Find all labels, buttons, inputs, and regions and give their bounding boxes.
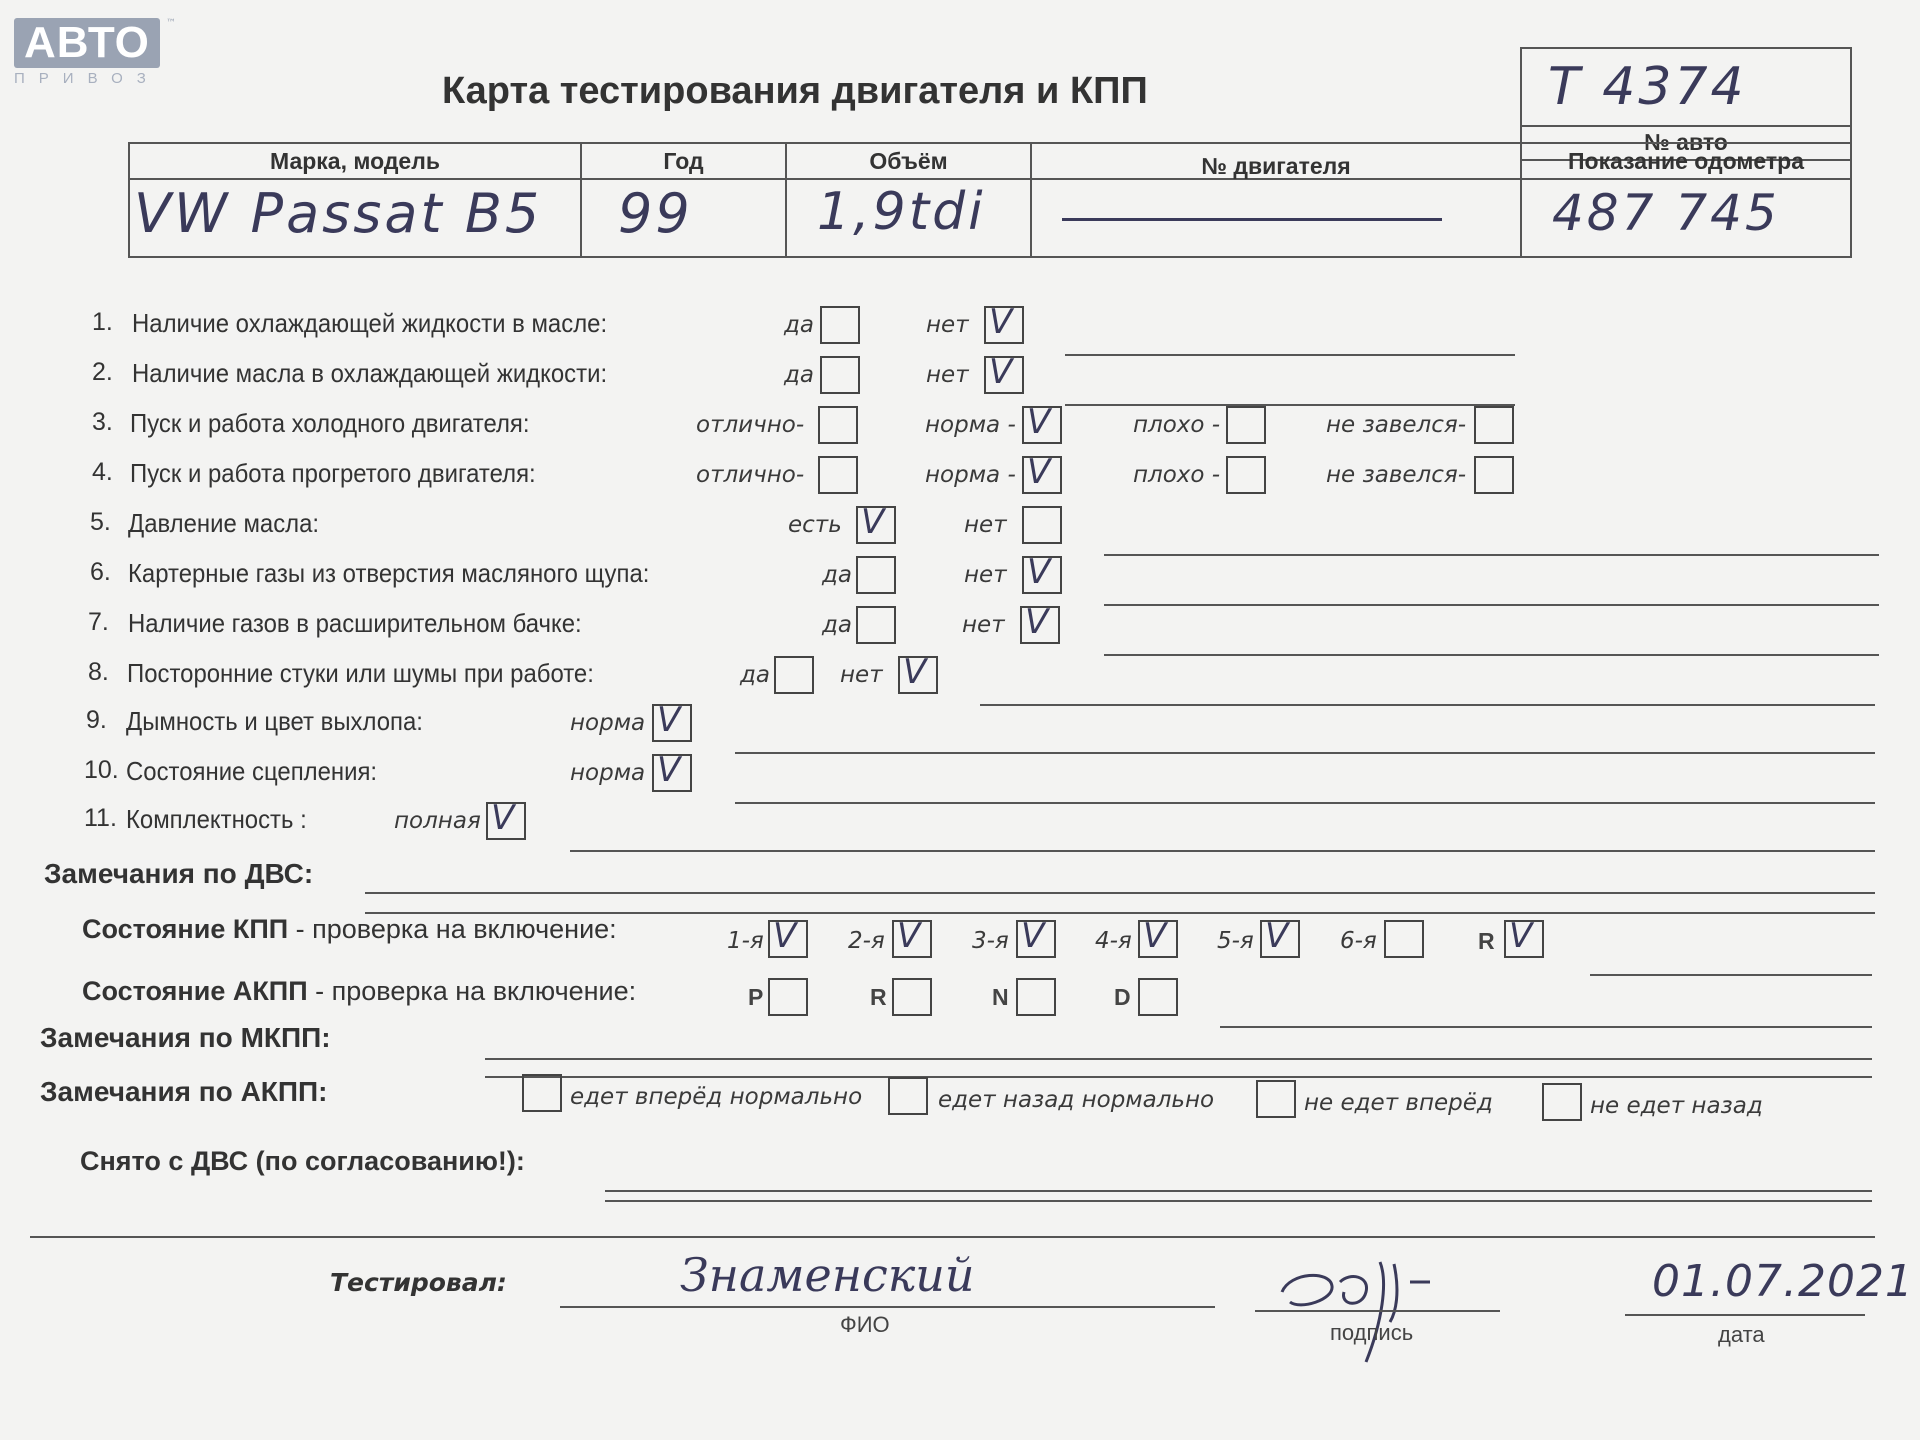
brand-label: Марка, модель [270, 148, 440, 174]
question-4-text: Пуск и работа прогретого двигателя: [130, 458, 536, 488]
question-8-option-2-checkbox-check-mark: V [903, 652, 927, 692]
question-1-answer-line-1 [1065, 354, 1515, 356]
question-5-text: Давление масла: [128, 508, 320, 538]
question-7-number: 7. [88, 608, 109, 636]
remarks-engine-label: Замечания по ДВС: [44, 858, 314, 889]
question-5-number: 5. [90, 508, 111, 536]
question-10-text: Состояние сцепления: [126, 756, 378, 786]
auto-remark-4-label: не едет назад [1590, 1093, 1763, 1119]
gear-2-label: 2-я [848, 928, 885, 954]
question-2-option-2-label: нет [926, 362, 969, 388]
question-4-option-4-label: не завелся- [1326, 462, 1467, 488]
question-7-option-2-checkbox[interactable] [1020, 602, 1060, 644]
question-2-option-1-label: да [784, 362, 814, 388]
question-3-option-4-label: не завелся- [1326, 412, 1467, 438]
question-10-option-1-label: норма [570, 760, 646, 786]
auto-gearbox-label-rest: - проверка на включение: [307, 976, 637, 1006]
auto-remark-3-label: не едет вперёд [1304, 1090, 1493, 1116]
logo-trademark: ™ [166, 18, 176, 29]
auto-position-d-label: D [1114, 984, 1131, 1010]
gear-7-checkbox[interactable] [1504, 916, 1544, 958]
removed-line-2 [605, 1200, 1872, 1202]
question-10-option-1-checkbox[interactable] [652, 750, 692, 792]
question-9-answer-line-1 [735, 752, 1875, 754]
question-11-option-1-checkbox-check-mark: V [491, 798, 515, 838]
auto-remark-1-label: едет вперёд нормально [570, 1084, 863, 1110]
auto-position-n-checkbox[interactable] [1016, 978, 1056, 1016]
question-6-option-2-checkbox[interactable] [1022, 552, 1062, 594]
gear-4-checkbox-check-mark: V [1143, 916, 1167, 956]
gear-7-checkbox-check-mark: V [1509, 916, 1533, 956]
auto-remark-1-checkbox[interactable] [522, 1074, 562, 1112]
remarks-manual-label: Замечания по МКПП: [40, 1022, 331, 1053]
question-8-option-1-checkbox[interactable] [774, 656, 814, 694]
gear-4-label: 4-я [1095, 928, 1132, 954]
question-10-answer-line-1 [735, 802, 1875, 804]
remarks-engine-line [365, 892, 1875, 894]
question-11-answer-line-1 [570, 850, 1875, 852]
question-6-number: 6. [90, 558, 111, 586]
brand-cell [130, 144, 580, 256]
engine-number-cell [1030, 144, 1520, 256]
question-10-number: 10. [84, 756, 119, 784]
question-3-text: Пуск и работа холодного двигателя: [130, 408, 530, 438]
avto-privoz-logo [14, 18, 176, 87]
gear-3-checkbox-check-mark: V [1021, 916, 1045, 956]
remarks-auto-label: Замечания по АКПП: [40, 1076, 328, 1107]
signature-scribble [1270, 1252, 1480, 1372]
question-4-option-4-checkbox[interactable] [1474, 456, 1514, 494]
question-11-text: Комплектность : [126, 804, 307, 834]
question-4-option-3-label: плохо - [1133, 462, 1221, 488]
question-5-option-1-checkbox[interactable] [856, 502, 896, 544]
auto-position-d-checkbox[interactable] [1138, 978, 1178, 1016]
gear-1-checkbox-check-mark: V [773, 916, 797, 956]
manual-gearbox-label-rest: - проверка на включение: [288, 914, 617, 944]
volume-cell [785, 144, 1030, 256]
auto-position-r-checkbox[interactable] [892, 978, 932, 1016]
question-5-option-2-checkbox[interactable] [1022, 506, 1062, 544]
question-2-option-2-checkbox-check-mark: V [989, 352, 1013, 392]
question-4-option-2-checkbox[interactable] [1022, 452, 1062, 494]
page-title: Карта тестирования двигателя и КПП [442, 70, 1148, 112]
volume-label: Объём [869, 148, 948, 174]
engine-number-dash [1062, 218, 1442, 221]
gear-5-label: 5-я [1217, 928, 1254, 954]
signature-stroke [1282, 1262, 1430, 1362]
auto-gearbox-line [1220, 1026, 1872, 1028]
gear-1-checkbox[interactable] [768, 916, 808, 958]
question-3-option-1-label: отлично- [696, 412, 805, 438]
signature-label: подпись [1330, 1320, 1414, 1345]
question-2-answer-line-1 [1065, 404, 1515, 406]
question-8-text: Посторонние стуки или шумы при работе: [127, 658, 594, 688]
question-1-option-1-checkbox[interactable] [820, 306, 860, 344]
question-7-option-1-label: да [822, 612, 852, 638]
volume-value: 1,9tdi [817, 182, 986, 242]
year-label: Год [663, 148, 704, 174]
question-11-option-1-label: полная [394, 808, 481, 834]
gear-3-checkbox[interactable] [1016, 916, 1056, 958]
question-4-option-1-checkbox[interactable] [818, 456, 858, 494]
auto-position-n-label: N [992, 984, 1009, 1010]
date-line [1625, 1314, 1865, 1316]
question-6-text: Картерные газы из отверстия масляного щупа: [128, 558, 650, 588]
gear-5-checkbox[interactable] [1260, 916, 1300, 958]
logo-main-text: АВТО [14, 18, 160, 68]
question-2-option-2-checkbox[interactable] [984, 352, 1024, 394]
brand-value: VW Passat B5 [134, 182, 543, 245]
question-3-number: 3. [92, 408, 113, 436]
question-1-option-1-label: да [784, 312, 814, 338]
question-8-option-2-label: нет [840, 662, 883, 688]
auto-remark-3-checkbox[interactable] [1256, 1080, 1296, 1118]
question-7-answer-line-1 [1104, 654, 1879, 656]
gear-1-label: 1-я [727, 928, 764, 954]
remarks-manual-line-2 [485, 1076, 1872, 1078]
gear-6-checkbox[interactable] [1384, 920, 1424, 958]
question-4-option-3-checkbox[interactable] [1226, 456, 1266, 494]
question-5-option-1-label: есть [788, 512, 842, 538]
auto-remark-4-checkbox[interactable] [1542, 1083, 1582, 1121]
auto-remark-2-checkbox[interactable] [888, 1077, 928, 1115]
question-1-text: Наличие охлаждающей жидкости в масле: [132, 308, 608, 338]
auto-position-p-label: P [748, 984, 764, 1010]
question-2-text: Наличие масла в охлаждающей жидкости: [132, 358, 608, 388]
removed-label [80, 1146, 525, 1177]
question-9-option-1-checkbox-check-mark: V [657, 700, 681, 740]
fio-label: ФИО [840, 1312, 890, 1337]
gear-3-label: 3-я [972, 928, 1009, 954]
tested-label: Тестировал: [330, 1268, 507, 1297]
question-6-option-1-checkbox[interactable] [856, 556, 896, 594]
question-4-option-1-label: отлично- [696, 462, 805, 488]
question-9-option-1-checkbox[interactable] [652, 700, 692, 742]
odometer-cell [1520, 144, 1850, 256]
question-7-option-2-checkbox-check-mark: V [1025, 602, 1049, 642]
question-3-option-3-checkbox[interactable] [1226, 406, 1266, 444]
tester-name: Знаменский [680, 1248, 975, 1302]
question-4-option-2-checkbox-check-mark: V [1027, 452, 1051, 492]
gear-6-label: 6-я [1340, 928, 1377, 954]
gear-2-checkbox-check-mark: V [897, 916, 921, 956]
question-2-option-1-checkbox[interactable] [820, 356, 860, 394]
question-4-number: 4. [92, 458, 113, 486]
question-3-option-3-label: плохо - [1133, 412, 1221, 438]
question-3-option-2-checkbox-check-mark: V [1027, 402, 1051, 442]
question-5-option-1-checkbox-check-mark: V [861, 502, 885, 542]
remarks-manual-line [485, 1058, 1872, 1060]
auto-remark-2-label: едет назад нормально [938, 1087, 1215, 1113]
question-9-text: Дымность и цвет выхлопа: [126, 706, 423, 736]
gear-5-checkbox-check-mark: V [1265, 916, 1289, 956]
question-5-option-2-label: нет [964, 512, 1007, 538]
manual-gearbox-label [82, 914, 617, 945]
date-value: 01.07.2021 [1652, 1256, 1914, 1307]
question-6-answer-line-1 [1104, 604, 1879, 606]
question-10-option-1-checkbox-check-mark: V [657, 750, 681, 790]
signature-line [1255, 1310, 1500, 1312]
question-11-option-1-checkbox[interactable] [486, 798, 526, 840]
question-7-option-2-label: нет [962, 612, 1005, 638]
car-number-label: № авто [1644, 129, 1728, 155]
question-8-number: 8. [88, 658, 109, 686]
year-cell [580, 144, 785, 256]
footer-separator [30, 1236, 1875, 1238]
question-6-option-2-label: нет [964, 562, 1007, 588]
question-8-option-2-checkbox[interactable] [898, 652, 938, 694]
question-2-number: 2. [92, 358, 113, 386]
question-3-option-2-label: норма - [925, 412, 1016, 438]
question-1-option-2-checkbox-check-mark: V [989, 302, 1013, 342]
question-8-option-1-label: да [740, 662, 770, 688]
date-label: дата [1718, 1322, 1765, 1347]
question-1-number: 1. [92, 308, 113, 336]
odometer-value: 487 745 [1552, 184, 1780, 242]
removed-line [605, 1190, 1872, 1192]
question-4-option-2-label: норма - [925, 462, 1016, 488]
logo-sub-text: ПРИВОЗ [14, 70, 160, 87]
question-3-option-4-checkbox[interactable] [1474, 406, 1514, 444]
gear-4-checkbox[interactable] [1138, 916, 1178, 958]
question-7-option-1-checkbox[interactable] [856, 606, 896, 644]
question-3-option-1-checkbox[interactable] [818, 406, 858, 444]
manual-gearbox-line [1590, 974, 1872, 976]
question-8-answer-line-1 [980, 704, 1875, 706]
manual-gearbox-label-bold: Состояние КПП [82, 914, 289, 944]
auto-gearbox-label [82, 976, 636, 1007]
question-7-text: Наличие газов в расширительном бачке: [128, 608, 582, 638]
gear-2-checkbox[interactable] [892, 916, 932, 958]
question-11-number: 11. [84, 804, 117, 832]
question-6-option-2-checkbox-check-mark: V [1027, 552, 1051, 592]
question-9-option-1-label: норма [570, 710, 646, 736]
auto-position-r-label: R [870, 984, 887, 1010]
tester-line [560, 1306, 1215, 1308]
removed-label-text: Снято с ДВС (по согласованию!): [80, 1146, 525, 1176]
car-number-value: Т 4374 [1548, 57, 1747, 117]
gear-7-label: R [1478, 928, 1495, 954]
year-value: 99 [618, 182, 693, 245]
auto-position-p-checkbox[interactable] [768, 978, 808, 1016]
question-1-option-2-checkbox[interactable] [984, 302, 1024, 344]
question-3-option-2-checkbox[interactable] [1022, 402, 1062, 444]
question-6-option-1-label: да [822, 562, 852, 588]
question-9-number: 9. [86, 706, 107, 734]
question-5-answer-line-1 [1104, 554, 1879, 556]
car-number-box [1520, 47, 1852, 127]
engine-number-label: № двигателя [1201, 153, 1351, 179]
auto-gearbox-label-bold: Состояние АКПП [82, 976, 308, 1006]
odometer-label: Показание одометра [1568, 148, 1804, 174]
header-table [128, 142, 1852, 258]
question-1-option-2-label: нет [926, 312, 969, 338]
